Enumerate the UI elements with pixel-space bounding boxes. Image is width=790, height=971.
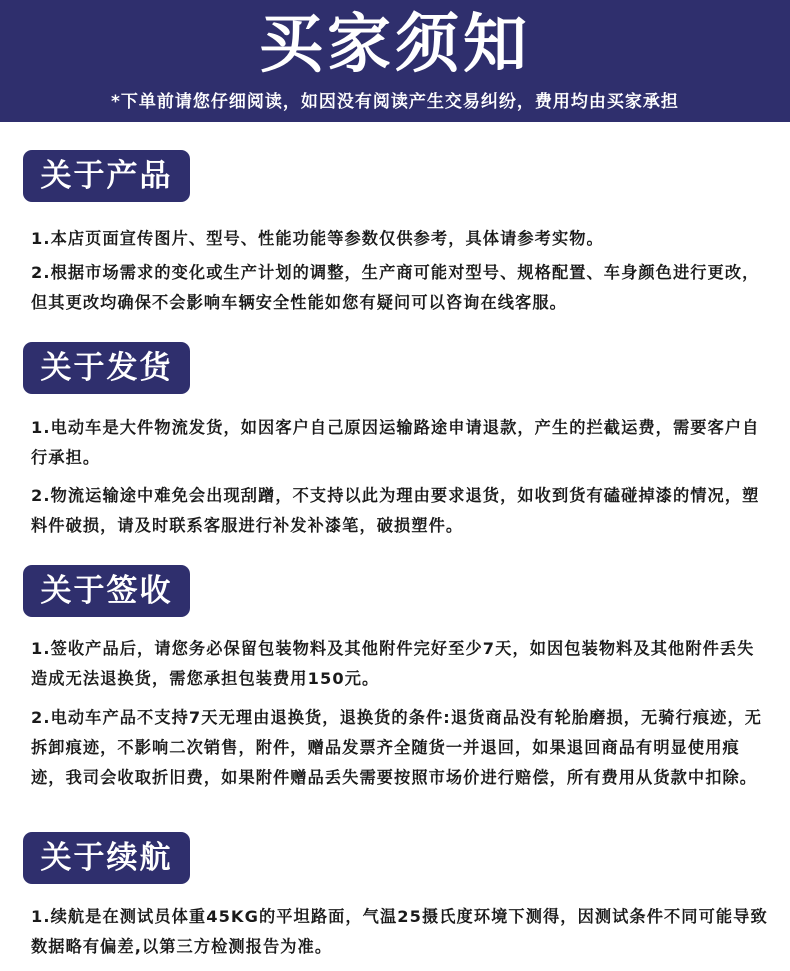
section-heading-label: 关于续航 — [40, 840, 173, 876]
range-paragraph-1: 1.续航是在测试员体重45KG的平坦路面，气温25摄氏度环境下测得，因测试条件不同可能导致数据略有偏差,以第三方检测报告为准。 — [31, 907, 768, 956]
product-paragraph-2: 2.根据市场需求的变化或生产计划的调整，生产商可能对型号、规格配置、车身颜色进行更改，但其更改均确保不会影响车辆安全性能如您有疑问可以咨询在线客服。 — [31, 263, 760, 312]
page-header — [0, 0, 790, 122]
section-heading-shipping — [23, 342, 190, 394]
product-paragraph-1: 1.本店页面宣传图片、型号、性能功能等参数仅供参考，具体请参考实物。 — [31, 229, 604, 248]
section-heading-label: 关于发货 — [40, 350, 173, 386]
receipt-paragraph-2: 2.电动车产品不支持7天无理由退换货，退换货的条件:退货商品没有轮胎磨损，无骑行痕迹，无拆卸痕迹，不影响二次销售，附件，赠品发票齐全随货一并退回，如果退回商品有明显使用痕迹，我司会收取折旧费，如果附件赠品丢失需要按照市场价进行赔偿，所有费用从货款中扣除。 — [31, 708, 763, 787]
page-subtitle: *下单前请您仔细阅读，如因没有阅读产生交易纠纷，费用均由买家承担 — [111, 92, 679, 112]
page-title: 买家须知 — [259, 8, 531, 82]
section-heading-product — [23, 150, 190, 202]
section-heading-receipt — [23, 565, 190, 617]
shipping-paragraph-2: 2.物流运输途中难免会出现刮蹭，不支持以此为理由要求退货，如收到货有磕碰掉漆的情况，塑料件破损，请及时联系客服进行补发补漆笔，破损塑件。 — [31, 486, 760, 535]
section-heading-range — [23, 832, 190, 884]
shipping-paragraph-1: 1.电动车是大件物流发货，如因客户自己原因运输路途申请退款，产生的拦截运费，需要客户自行承担。 — [31, 418, 760, 467]
section-heading-label: 关于产品 — [40, 158, 173, 194]
receipt-paragraph-1: 1.签收产品后，请您务必保留包装物料及其他附件完好至少7天，如因包装物料及其他附件丢失造成无法退换货，需您承担包装费用150元。 — [31, 639, 755, 688]
section-heading-label: 关于签收 — [40, 573, 173, 609]
